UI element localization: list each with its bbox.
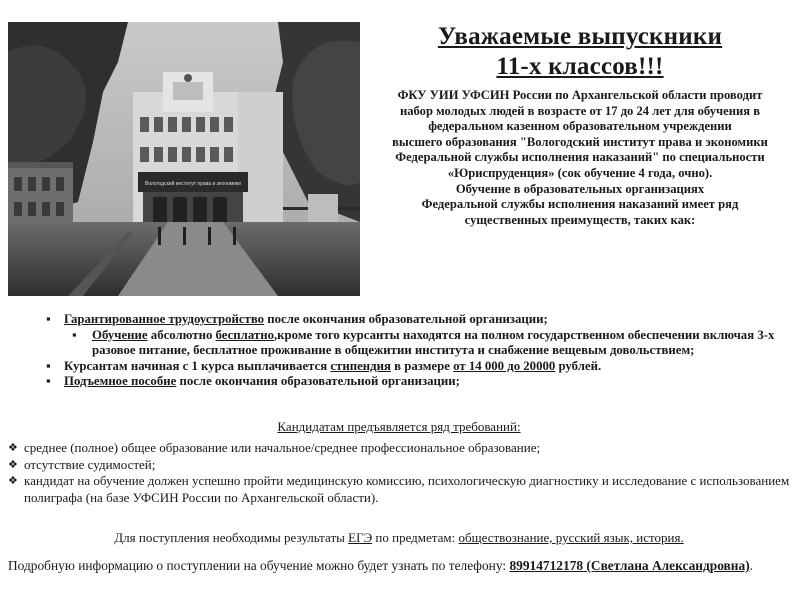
requirement-item [8,457,792,474]
header-block [368,22,792,228]
square-bullet-icon: ▪ [46,358,51,373]
exam-text: Для поступления необходимы результаты [114,530,349,545]
building-sign-text: Вологодский институт права и экономики [145,181,241,187]
intro-line: Федеральной службы исполнения наказаний имеет ряд [421,197,739,212]
benefit-keyword: Обучение [92,327,148,342]
contact-info [8,557,792,574]
benefit-text: абсолютно [147,327,216,342]
exam-subjects [0,530,798,546]
exam-keyword: ЕГЭ [348,530,373,545]
page-title-line2: 11-х классов!!! [496,53,664,80]
benefit-keyword: бесплатно [215,327,274,342]
square-bullet-icon: ▪ [46,312,51,326]
benefit-text: после окончания образовательной организации; [176,374,460,388]
benefit-item-stipend [40,359,792,375]
benefit-keyword: Подъемное пособие [64,374,177,388]
benefit-text: после окончания образовательной организации; [264,312,548,326]
contact-end: . [749,558,754,573]
square-bullet-icon: ▪ [46,374,51,388]
requirement-text: кандидат на обучение должен успешно пройти медицинскую комиссию, психологическую диагностику и исследование с использованием полиграфа (на базе УФСИН России по Архангельской области). [24,473,790,505]
page-title-line1: Уважаемые выпускники [437,23,723,50]
benefit-keyword: Гарантированное трудоустройство [64,312,265,326]
building-illustration [8,22,360,296]
diamond-bullet-icon: ❖ [8,442,18,454]
requirements-title: Кандидатам предъявляется ряд требований: [277,419,521,434]
intro-text [368,88,792,228]
benefit-keyword: стипендия [330,358,391,373]
institute-building-photo [8,22,360,296]
intro-line: Обучение в образовательных организациях [455,181,705,196]
intro-line: федеральном казенном образовательном учреждении [428,119,732,134]
intro-line: существенных преимуществ, таких как: [464,212,696,227]
diamond-bullet-icon: ❖ [8,475,18,487]
requirement-item [8,440,792,457]
requirement-text: среднее (полное) общее образование или начальное/среднее профессиональное образование; [24,440,541,455]
requirements-list [8,440,792,506]
benefit-text: Курсантам начиная с 1 курса выплачивается [64,358,331,373]
intro-line: «Юриспруденция» (сок обучение 4 года, очно). [447,165,713,180]
intro-line: высшего образования "Вологодский институт права и экономики [392,134,768,149]
requirement-text: отсутствие судимостей; [24,456,156,472]
square-bullet-icon: ▪ [72,327,77,342]
intro-line: ФКУ УИИ УФСИН России по Архангельской области проводит [397,88,763,102]
benefit-text: рублей. [555,358,602,373]
benefit-item-employment [40,312,792,328]
diamond-bullet-icon: ❖ [8,458,18,471]
benefit-item-free-education [40,328,792,359]
phone-number: 89914712178 (Светлана Александровна) [509,558,750,573]
intro-line: Федеральной службы исполнения наказаний" по специальности [395,150,765,165]
requirement-item [8,473,792,506]
benefit-text: ,кроме того курсанты находятся на полном государственном обеспечении включая 3-х разовое питание, бесплатное проживание в общежитии института и снабжение вещевым довольствием; [92,327,775,357]
exam-subject-list: обществознание, русский язык, история. [458,530,684,545]
exam-text: по предметам: [372,530,459,545]
benefit-text: в размере [390,358,454,373]
benefits-list [40,312,792,390]
intro-line: набор молодых людей в возрасте от 17 до 24 лет для обучения в [399,103,761,118]
benefit-item-allowance [40,374,792,390]
contact-text: Подробную информацию о поступлении на обучение можно будет узнать по телефону: [8,558,510,573]
stipend-amount: от 14 000 до 20000 [453,358,556,373]
